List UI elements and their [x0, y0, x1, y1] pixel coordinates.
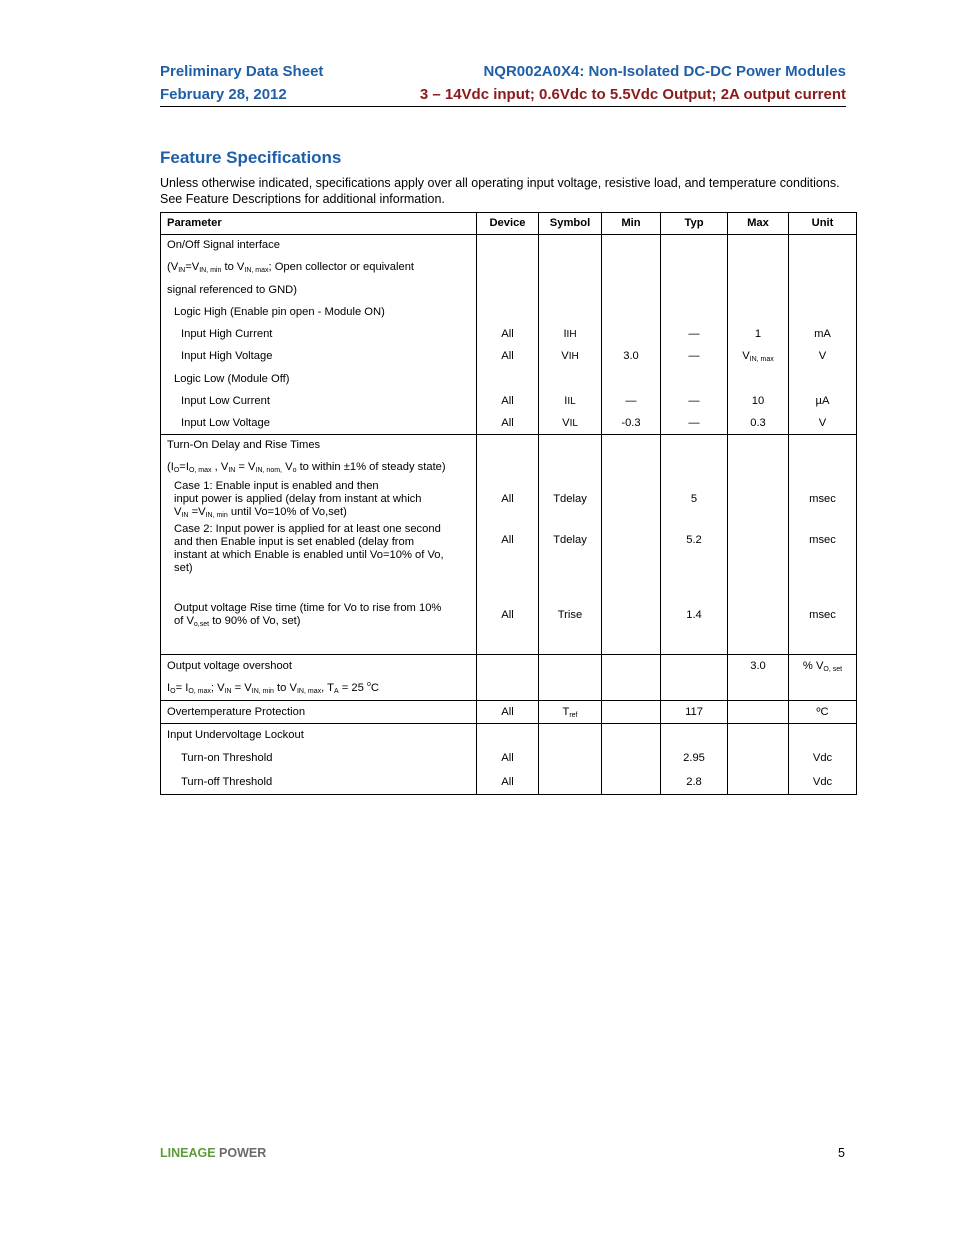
symbol-cell: Tdelay: [539, 520, 602, 598]
table-row: [161, 632, 857, 655]
typ-cell: —: [661, 412, 728, 435]
unit-cell: mA: [789, 323, 857, 345]
table-row: [161, 390, 857, 412]
table-header-row: [161, 213, 857, 235]
unit-cell: V: [789, 345, 857, 368]
max-cell: 1: [728, 323, 789, 345]
feature-spec-table: [160, 212, 857, 795]
typ-cell: 117: [661, 701, 728, 724]
table-row: [161, 412, 857, 435]
param-cell: Input Low Voltage: [161, 412, 477, 435]
typ-cell: 1.4: [661, 598, 728, 632]
device-cell: All: [477, 598, 539, 632]
table-row: [161, 279, 857, 301]
table-row: [161, 368, 857, 390]
min-cell: [602, 323, 661, 345]
param-cell: On/Off Signal interface: [161, 235, 477, 257]
unit-cell: Vdc: [789, 746, 857, 770]
col-header: Max: [728, 213, 789, 235]
device-cell: All: [477, 520, 539, 598]
param-cell: Turn-off Threshold: [161, 770, 477, 795]
col-header: Device: [477, 213, 539, 235]
param-cell: Case 2: Input power is applied for at least one second and then Enable input is set enabled (delay from instant at which Enable is enabled until Vo=10% of Vo, set): [161, 520, 477, 598]
table-row: [161, 701, 857, 724]
unit-cell: msec: [789, 478, 857, 520]
device-cell: All: [477, 478, 539, 520]
typ-cell: 5: [661, 478, 728, 520]
table-row: [161, 256, 857, 279]
max-cell: 3.0: [728, 655, 789, 678]
table-row: [161, 746, 857, 770]
table-row: [161, 235, 857, 257]
product-subtitle: 3 – 14Vdc input; 0.6Vdc to 5.5Vdc Output; 2A output current: [419, 86, 846, 103]
unit-cell: % $V_{O, set}$: [789, 655, 857, 678]
typ-cell: —: [661, 345, 728, 368]
col-header: Typ: [661, 213, 728, 235]
device-cell: All: [477, 701, 539, 724]
max-cell: 0.3: [728, 412, 789, 435]
min-cell: -0.3: [602, 412, 661, 435]
table-row: [161, 598, 857, 632]
doc-date: February 28, 2012: [160, 86, 287, 103]
symbol-cell: $T_{ref}$: [539, 701, 602, 724]
typ-cell: —: [661, 323, 728, 345]
min-cell: 3.0: [602, 345, 661, 368]
param-cell: Logic High (Enable pin open - Module ON): [161, 301, 477, 323]
table-row: [161, 478, 857, 520]
param-cell: Turn-on Threshold: [161, 746, 477, 770]
symbol-cell: IIH: [539, 323, 602, 345]
max-cell: $V_{IN, max}$: [728, 345, 789, 368]
unit-cell: ºC: [789, 701, 857, 724]
unit-cell: Vdc: [789, 770, 857, 795]
unit-cell: msec: [789, 520, 857, 598]
table-row: [161, 456, 857, 478]
col-header: Unit: [789, 213, 857, 235]
unit-cell: V: [789, 412, 857, 435]
col-header: Min: [602, 213, 661, 235]
intro-text: Unless otherwise indicated, specifications apply over all operating input voltage, resistive load, and temperature conditions. See Feature Descriptions for additional information.: [160, 176, 840, 206]
min-cell: —: [602, 390, 661, 412]
param-cell: ($I_O=I_{O, max}$ , $V_{IN} = V_{IN, nom,}$ $V_o$ to within ±1% of steady state): [161, 456, 477, 478]
symbol-cell: IIL: [539, 390, 602, 412]
symbol-cell: VIL: [539, 412, 602, 435]
param-cell: Case 1: Enable input is enabled and then input power is applied (delay from instant at which $V_{IN} =V_{IN, min}$ until Vo=10% of Vo,set): [161, 478, 477, 520]
max-cell: 10: [728, 390, 789, 412]
table-row: [161, 435, 857, 457]
device-cell: All: [477, 746, 539, 770]
param-cell: Input Low Current: [161, 390, 477, 412]
symbol-cell: VIH: [539, 345, 602, 368]
col-header: Symbol: [539, 213, 602, 235]
param-cell: Input Undervoltage Lockout: [161, 724, 477, 747]
table-row: [161, 323, 857, 345]
param-cell: Input High Voltage: [161, 345, 477, 368]
table-row: [161, 770, 857, 795]
symbol-cell: Tdelay: [539, 478, 602, 520]
doc-type: Preliminary Data Sheet: [160, 63, 324, 80]
unit-cell: µA: [789, 390, 857, 412]
device-cell: All: [477, 412, 539, 435]
device-cell: All: [477, 390, 539, 412]
param-cell: Turn-On Delay and Rise Times: [161, 435, 477, 457]
typ-cell: 2.95: [661, 746, 728, 770]
table-row: [161, 655, 857, 678]
product-title: NQR002A0X4: Non-Isolated DC-DC Power Modules: [483, 63, 846, 80]
table-row: [161, 724, 857, 747]
param-cell: Input High Current: [161, 323, 477, 345]
param-cell: signal referenced to GND): [161, 279, 477, 301]
param-cell: Overtemperature Protection: [161, 701, 477, 724]
footer-brand: LINEAGE POWER: [160, 1146, 267, 1160]
table-row: [161, 520, 857, 598]
symbol-cell: Trise: [539, 598, 602, 632]
page-number: 5: [838, 1146, 845, 1160]
param-cell: Output voltage Rise time (time for Vo to rise from 10% of $V_{o,set}$ to 90% of Vo, set): [161, 598, 477, 632]
device-cell: All: [477, 770, 539, 795]
header-rule: [160, 106, 846, 107]
param-cell: Output voltage overshoot: [161, 655, 477, 678]
typ-cell: 5.2: [661, 520, 728, 598]
section-title: Feature Specifications: [160, 148, 342, 167]
param-cell: Logic Low (Module Off): [161, 368, 477, 390]
table-row: [161, 301, 857, 323]
device-cell: All: [477, 323, 539, 345]
typ-cell: 2.8: [661, 770, 728, 795]
unit-cell: msec: [789, 598, 857, 632]
col-header: Parameter: [161, 213, 477, 235]
table-row: [161, 345, 857, 368]
device-cell: All: [477, 345, 539, 368]
table-row: [161, 677, 857, 701]
typ-cell: —: [661, 390, 728, 412]
param-cell: ($V_{IN}=V_{IN, min}$ to $V_{IN, max}$; Open collector or equivalent: [161, 256, 477, 279]
param-cell: $I_O= I_{O, max}$; $V_{IN} = V_{IN, min}$ to $V_{IN, max}$, $T_A = 25$ $^o$C: [161, 677, 477, 701]
